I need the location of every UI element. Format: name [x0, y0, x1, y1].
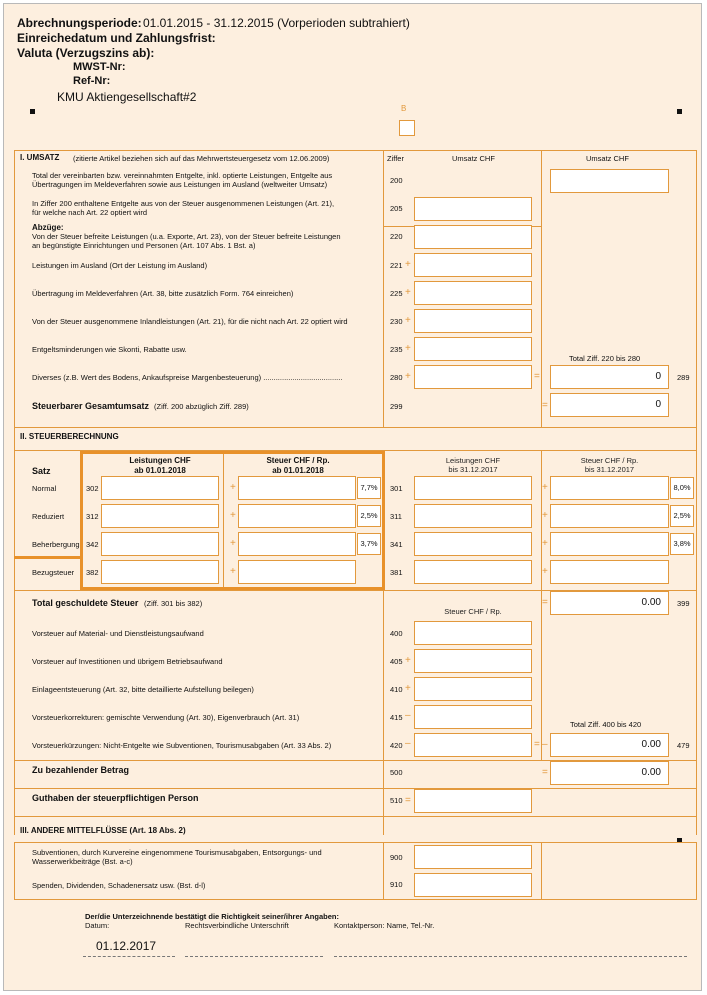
code-900: 900	[390, 853, 403, 862]
code-235: 235	[390, 345, 403, 354]
col-leist-new-1: Leistungen CHF	[129, 456, 191, 465]
plus-sign: +	[542, 538, 548, 549]
rate-row-code-old: 341	[390, 540, 403, 549]
equals-sign: =	[542, 597, 548, 608]
datum-value[interactable]: 01.12.2017	[96, 939, 157, 953]
code-221: 221	[390, 261, 403, 270]
field-910[interactable]	[414, 873, 532, 897]
r220-line1: Von der Steuer befreite Leistungen (u.a. Exporte, Art. 23), von der Steuer befreite Leistungen	[32, 232, 341, 241]
field-200[interactable]	[550, 169, 669, 193]
field-301[interactable]	[414, 476, 532, 500]
section1-top-line	[14, 150, 697, 151]
col-steuer-old-2: bis 31.12.2017	[584, 465, 635, 474]
code-280: 280	[390, 373, 403, 382]
field-415[interactable]	[414, 705, 532, 729]
guthaben-label: Guthaben der steuerpflichtigen Person	[32, 793, 199, 803]
field-420[interactable]	[414, 733, 532, 757]
code-399: 399	[677, 599, 690, 608]
steuerbar-note: (Ziff. 200 abzüglich Ziff. 289)	[154, 402, 249, 411]
section1-col-line-2	[541, 150, 542, 428]
r405-label: Vorsteuer auf Investitionen und übrigem Betriebsaufwand	[32, 657, 223, 666]
plus-sign: +	[405, 259, 411, 270]
plus-sign: +	[230, 538, 236, 549]
submission-label: Einreichedatum und Zahlungsfrist:	[17, 31, 216, 45]
equals-sign: =	[542, 767, 548, 778]
rate-old: 8,0%	[670, 477, 694, 499]
mwst-label: MWST-Nr:	[73, 61, 126, 73]
col-umsatz-1: Umsatz CHF	[452, 154, 495, 163]
row-line	[14, 816, 697, 817]
section1-bottom-line	[14, 427, 697, 428]
field-312[interactable]	[101, 504, 219, 528]
code-500: 500	[390, 768, 403, 777]
plus-sign: +	[405, 683, 411, 694]
rate-row-code-old: 301	[390, 484, 403, 493]
plus-sign: +	[230, 482, 236, 493]
total-400-420-label: Total Ziff. 400 bis 420	[570, 720, 642, 729]
code-230: 230	[390, 317, 403, 326]
valuta-label: Valuta (Verzugszins ab):	[17, 46, 155, 60]
signature-line[interactable]	[185, 956, 323, 957]
r205-line2: für welche nach Art. 22 optiert wird	[32, 208, 148, 217]
datum-label: Datum:	[85, 921, 110, 930]
section3-bottom-line	[14, 899, 697, 900]
section1-title: I. UMSATZ	[20, 153, 60, 162]
rate-row-code-old: 311	[390, 512, 402, 521]
r420-label: Vorsteuerkürzungen: Nicht-Entgelte wie Subventionen, Tourismusabgaben (Art. 33 Abs. 2)	[32, 741, 332, 750]
rate-new: 3,7%	[357, 533, 381, 555]
rate-row-code-new: 312	[86, 512, 99, 521]
plus-sign: +	[230, 510, 236, 521]
plus-sign: +	[542, 566, 548, 577]
field-382-tax[interactable]	[238, 560, 356, 584]
field-381[interactable]	[414, 560, 532, 584]
field-342-tax[interactable]	[238, 532, 356, 556]
code-299: 299	[390, 402, 403, 411]
section3-top-line	[14, 842, 697, 843]
code-200: 200	[390, 176, 403, 185]
col-leist-new-2: ab 01.01.2018	[134, 466, 186, 475]
field-301-tax[interactable]	[550, 476, 669, 500]
code-479: 479	[677, 741, 690, 750]
field-225[interactable]	[414, 281, 532, 305]
code-420: 420	[390, 741, 403, 750]
plus-sign: +	[405, 287, 411, 298]
r400-label: Vorsteuer auf Material- und Dienstleistungsaufwand	[32, 629, 204, 638]
r900-line1: Subventionen, durch Kurvereine eingenommene Tourismusabgaben, Entsorgungs- und	[32, 848, 322, 857]
field-221[interactable]	[414, 253, 532, 277]
registration-mark-right	[677, 109, 682, 114]
field-230[interactable]	[414, 309, 532, 333]
row-line	[14, 760, 697, 761]
col-ziffer: Ziffer	[387, 154, 404, 163]
section2-col-line	[383, 590, 384, 835]
field-302[interactable]	[101, 476, 219, 500]
rate-row-label: Reduziert	[32, 512, 65, 521]
minus-sign: –	[405, 710, 411, 721]
equals-sign: =	[534, 739, 540, 750]
field-280[interactable]	[414, 365, 532, 389]
field-311[interactable]	[414, 504, 532, 528]
total-steuer-label: Total geschuldete Steuer	[32, 598, 139, 608]
section2-title: II. STEUERBERECHNUNG	[20, 432, 119, 441]
plus-sign: +	[542, 482, 548, 493]
rate-row-code-new: 382	[86, 568, 99, 577]
code-220: 220	[390, 232, 403, 241]
field-382[interactable]	[101, 560, 219, 584]
plus-sign: +	[405, 655, 411, 666]
rate-row-label: Beherbergung	[32, 540, 80, 549]
col-leist-old-1: Leistungen CHF	[445, 456, 501, 465]
registration-mark-left	[30, 109, 35, 114]
field-312-tax[interactable]	[238, 504, 356, 528]
col-steuer-new-2: ab 01.01.2018	[272, 466, 324, 475]
r410-label: Einlageentsteuerung (Art. 32, bitte detaillierte Aufstellung beilegen)	[32, 685, 254, 694]
r280-label: Diverses (z.B. Wert des Bodens, Ankaufspreise Margenbesteuerung) ......................................	[32, 373, 343, 382]
col-leist-old-2: bis 31.12.2017	[448, 465, 498, 474]
r230-label: Von der Steuer ausgenommene Inlandleistungen (Art. 21), für die nicht nach Art. 22 optiert wird	[32, 317, 348, 326]
period-label: Abrechnungsperiode:	[17, 16, 142, 30]
field-220[interactable]	[414, 225, 532, 249]
equals-sign: =	[534, 371, 540, 382]
r900-line2: Wasserwerkbeiträge (Bst. a-c)	[32, 857, 133, 866]
field-289[interactable]: 0	[550, 365, 669, 389]
field-400[interactable]	[414, 621, 532, 645]
r220-line2: an begünstigte Einrichtungen und Personen (Art. 107 Abs. 1 Bst. a)	[32, 241, 256, 250]
field-341-tax[interactable]	[550, 532, 669, 556]
total-220-280-label: Total Ziff. 220 bis 280	[569, 354, 641, 363]
field-410[interactable]	[414, 677, 532, 701]
b-marker: B	[401, 104, 407, 113]
rate-row-code-old: 381	[390, 568, 403, 577]
total-steuer-note: (Ziff. 301 bis 382)	[144, 599, 203, 608]
section1-title-note: (zitierte Artikel beziehen sich auf das Mehrwertsteuergesetz vom 12.06.2009)	[73, 154, 330, 163]
rate-old: 2,5%	[670, 505, 694, 527]
field-510[interactable]	[414, 789, 532, 813]
code-289: 289	[677, 373, 690, 382]
field-399[interactable]: 0.00	[550, 591, 669, 615]
r910-label: Spenden, Dividenden, Schadenersatz usw. (Bst. d-l)	[32, 881, 206, 890]
zahlen-label: Zu bezahlender Betrag	[32, 765, 130, 775]
rate-row-code-new: 302	[86, 484, 99, 493]
plus-sign: +	[405, 315, 411, 326]
section3-col-line-2	[541, 842, 542, 900]
minus-sign: –	[542, 739, 548, 750]
rate-new: 2,5%	[357, 505, 381, 527]
rate-new: 7,7%	[357, 477, 381, 499]
satz-label: Satz	[32, 466, 51, 476]
code-205: 205	[390, 204, 403, 213]
field-341[interactable]	[414, 532, 532, 556]
rate-row-code-new: 342	[86, 540, 99, 549]
section2-left-line	[14, 427, 15, 835]
datum-line	[83, 956, 175, 957]
section1-col-line	[383, 150, 384, 428]
code-910: 910	[390, 880, 403, 889]
rate-row-label: Normal	[32, 484, 57, 493]
field-302-tax[interactable]	[238, 476, 356, 500]
minus-sign: –	[405, 738, 411, 749]
field-479[interactable]: 0.00	[550, 733, 669, 757]
field-381-tax[interactable]	[550, 560, 669, 584]
plus-sign: +	[405, 343, 411, 354]
company-name: KMU Aktiengesellschaft#2	[57, 90, 197, 104]
r221-label: Leistungen im Ausland (Ort der Leistung im Ausland)	[32, 261, 208, 270]
rate-row-label: Bezugsteuer	[32, 568, 75, 577]
r200-line2: Übertragungen im Meldeverfahren sowie aus Leistungen im Ausland (weltweiter Umsatz)	[32, 180, 328, 189]
col-umsatz-2: Umsatz CHF	[586, 154, 629, 163]
r200-line1: Total der vereinbarten bzw. vereinnahmten Entgelte, inkl. optierte Leistungen, Entgelte aus	[32, 171, 333, 180]
section1-left-line	[14, 150, 15, 428]
section3-col-line	[383, 842, 384, 900]
col-steuer-old-1: Steuer CHF / Rp.	[580, 456, 639, 465]
section1-right-line	[696, 150, 697, 428]
code-225: 225	[390, 289, 403, 298]
plus-sign: +	[230, 566, 236, 577]
code-410: 410	[390, 685, 403, 694]
highlight-tail	[14, 556, 83, 559]
r205-line1: In Ziffer 200 enthaltene Entgelte aus von der Steuer ausgenommenen Leistungen (Art. 21),	[32, 199, 335, 208]
equals-sign: =	[405, 795, 411, 806]
field-500[interactable]: 0.00	[550, 761, 669, 785]
section3-right-line	[696, 842, 697, 900]
field-235[interactable]	[414, 337, 532, 361]
r415-label: Vorsteuerkorrekturen: gemischte Verwendung (Art. 30), Eigenverbrauch (Art. 31)	[32, 713, 300, 722]
field-900[interactable]	[414, 845, 532, 869]
row-line	[14, 788, 697, 789]
vorsteuer-header: Steuer CHF / Rp.	[444, 607, 502, 616]
plus-sign: +	[405, 371, 411, 382]
code-510: 510	[390, 796, 403, 805]
period-value: 01.01.2015 - 31.12.2015 (Vorperioden subtrahiert)	[143, 16, 410, 30]
section3-left-line	[14, 842, 15, 900]
r235-label: Entgeltsminderungen wie Skonti, Rabatte usw.	[32, 345, 187, 354]
field-405[interactable]	[414, 649, 532, 673]
col-steuer-new-1: Steuer CHF / Rp.	[266, 456, 330, 465]
field-342[interactable]	[101, 532, 219, 556]
code-415: 415	[390, 713, 403, 722]
steuerbar-label: Steuerbarer Gesamtumsatz	[32, 401, 150, 411]
tax-form-page	[3, 3, 702, 991]
kontakt-label: Kontaktperson: Name, Tel.-Nr.	[334, 921, 435, 930]
b-checkbox[interactable]	[399, 120, 415, 136]
equals-sign: =	[542, 400, 548, 411]
section2-col-line-2	[541, 590, 542, 760]
r225-label: Übertragung im Meldeverfahren (Art. 38, bitte zusätzlich Form. 764 einreichen)	[32, 289, 294, 298]
field-311-tax[interactable]	[550, 504, 669, 528]
unterschrift-label: Rechtsverbindliche Unterschrift	[185, 921, 289, 930]
abzuege-label: Abzüge:	[32, 223, 64, 232]
contact-line[interactable]	[334, 956, 687, 957]
section3-title: III. ANDERE MITTELFLÜSSE (Art. 18 Abs. 2)	[20, 826, 186, 835]
field-299[interactable]: 0	[550, 393, 669, 417]
field-205[interactable]	[414, 197, 532, 221]
plus-sign: +	[542, 510, 548, 521]
confirm-text: Der/die Unterzeichnende bestätigt die Richtigkeit seiner/ihrer Angaben:	[85, 912, 339, 921]
section2-right-line	[696, 427, 697, 835]
code-400: 400	[390, 629, 403, 638]
ref-label: Ref-Nr:	[73, 75, 111, 87]
code-405: 405	[390, 657, 403, 666]
rate-old: 3,8%	[670, 533, 694, 555]
